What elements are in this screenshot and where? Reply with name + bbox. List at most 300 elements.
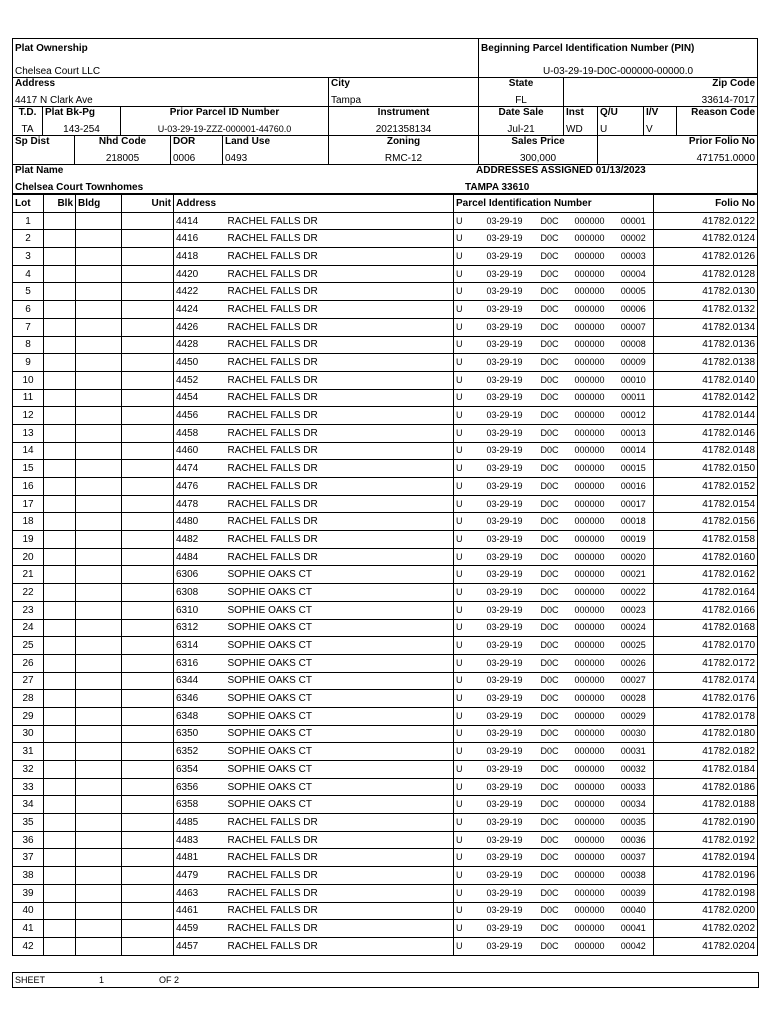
table-row — [13, 442, 758, 460]
pin-str-cell: 03-29-19 — [476, 707, 534, 725]
folio-cell: 41782.0158 — [654, 531, 758, 549]
street-cell: RACHEL FALLS DR — [226, 902, 454, 920]
blk-cell — [44, 354, 76, 372]
pin-str-cell: 03-29-19 — [476, 531, 534, 549]
folio-cell: 41782.0202 — [654, 920, 758, 938]
pin-lot-cell: 00023 — [614, 601, 654, 619]
lot-cell: 7 — [13, 318, 44, 336]
house-number-cell: 6314 — [174, 637, 226, 655]
bldg-cell — [76, 566, 122, 584]
bldg-cell — [76, 265, 122, 283]
pin-section-cell: U — [454, 265, 476, 283]
street-cell: RACHEL FALLS DR — [226, 248, 454, 266]
pin-sub-cell: D0C — [534, 460, 566, 478]
bldg-cell — [76, 601, 122, 619]
unit-cell — [122, 920, 174, 938]
blk-cell — [44, 637, 76, 655]
pin-section-cell: U — [454, 336, 476, 354]
house-number-cell: 4460 — [174, 442, 226, 460]
bldg-cell — [76, 672, 122, 690]
folio-cell: 41782.0180 — [654, 725, 758, 743]
pin-sub-cell: D0C — [534, 212, 566, 230]
unit-cell — [122, 849, 174, 867]
blk-cell — [44, 495, 76, 513]
table-row — [13, 937, 758, 955]
blk-cell — [44, 478, 76, 496]
pin-str-cell: 03-29-19 — [476, 849, 534, 867]
td-label: T.D. — [18, 107, 37, 118]
street-cell: RACHEL FALLS DR — [226, 849, 454, 867]
pin-str-cell: 03-29-19 — [476, 336, 534, 354]
pin-lot-cell: 00018 — [614, 513, 654, 531]
pin-block-cell: 000000 — [566, 407, 614, 425]
unit-cell — [122, 336, 174, 354]
folio-cell: 41782.0142 — [654, 389, 758, 407]
pin-str-cell: 03-29-19 — [476, 937, 534, 955]
table-row — [13, 831, 758, 849]
street-cell: RACHEL FALLS DR — [226, 937, 454, 955]
pin-sub-cell: D0C — [534, 336, 566, 354]
blk-cell — [44, 248, 76, 266]
plat-bkpg-label: Plat Bk-Pg — [45, 107, 96, 118]
pin-str-cell: 03-29-19 — [476, 248, 534, 266]
prior-folio-cell — [598, 136, 758, 165]
blk-cell — [44, 654, 76, 672]
pin-sub-cell: D0C — [534, 566, 566, 584]
pin-block-cell: 000000 — [566, 796, 614, 814]
pin-block-cell: 000000 — [566, 778, 614, 796]
street-cell: RACHEL FALLS DR — [226, 283, 454, 301]
pin-str-cell: 03-29-19 — [476, 354, 534, 372]
house-number-cell: 4418 — [174, 248, 226, 266]
instrument-cell — [329, 107, 479, 136]
unit-cell — [122, 761, 174, 779]
pin-section-cell: U — [454, 884, 476, 902]
folio-cell: 41782.0128 — [654, 265, 758, 283]
blk-cell — [44, 301, 76, 319]
pin-block-cell: 000000 — [566, 725, 614, 743]
street-cell: SOPHIE OAKS CT — [226, 725, 454, 743]
house-number-cell: 4422 — [174, 283, 226, 301]
pin-str-cell: 03-29-19 — [476, 654, 534, 672]
house-number-cell: 4481 — [174, 849, 226, 867]
pin-lot-cell: 00038 — [614, 867, 654, 885]
iv-value: V — [646, 124, 653, 135]
reason-cell — [644, 107, 758, 136]
pin-str-cell: 03-29-19 — [476, 389, 534, 407]
dor-value: 0006 — [173, 153, 196, 164]
pin-section-cell: U — [454, 248, 476, 266]
unit-cell — [122, 442, 174, 460]
lot-cell: 33 — [13, 778, 44, 796]
house-number-cell: 6354 — [174, 761, 226, 779]
prior-folio-label: Prior Folio No — [688, 136, 756, 147]
col-unit: Unit — [122, 195, 174, 213]
blk-cell — [44, 531, 76, 549]
bldg-cell — [76, 460, 122, 478]
pin-section-cell: U — [454, 920, 476, 938]
folio-cell: 41782.0162 — [654, 566, 758, 584]
street-cell: SOPHIE OAKS CT — [226, 601, 454, 619]
blk-cell — [44, 814, 76, 832]
blk-cell — [44, 424, 76, 442]
blk-cell — [44, 442, 76, 460]
house-number-cell: 4457 — [174, 937, 226, 955]
pin-sub-cell: D0C — [534, 407, 566, 425]
lot-cell: 25 — [13, 637, 44, 655]
pin-sub-cell: D0C — [534, 637, 566, 655]
folio-cell: 41782.0144 — [654, 407, 758, 425]
blk-cell — [44, 796, 76, 814]
pin-section-cell: U — [454, 230, 476, 248]
folio-cell: 41782.0140 — [654, 371, 758, 389]
lot-cell: 38 — [13, 867, 44, 885]
pin-str-cell: 03-29-19 — [476, 743, 534, 761]
pin-sub-cell: D0C — [534, 867, 566, 885]
pin-section-cell: U — [454, 442, 476, 460]
pin-str-cell: 03-29-19 — [476, 902, 534, 920]
table-row — [13, 584, 758, 602]
pin-lot-cell: 00026 — [614, 654, 654, 672]
plat-name-label: Plat Name — [15, 165, 64, 176]
qu-cell — [598, 107, 644, 136]
unit-cell — [122, 265, 174, 283]
street-cell: RACHEL FALLS DR — [226, 265, 454, 283]
blk-cell — [44, 566, 76, 584]
pin-section-cell: U — [454, 566, 476, 584]
bldg-cell — [76, 690, 122, 708]
folio-cell: 41782.0148 — [654, 442, 758, 460]
pin-block-cell: 000000 — [566, 761, 614, 779]
pin-lot-cell: 00024 — [614, 619, 654, 637]
bldg-cell — [76, 407, 122, 425]
pin-section-cell: U — [454, 318, 476, 336]
bldg-cell — [76, 619, 122, 637]
pin-block-cell: 000000 — [566, 495, 614, 513]
blk-cell — [44, 601, 76, 619]
reason-code-label: Reason Code — [691, 107, 756, 118]
house-number-cell: 4414 — [174, 212, 226, 230]
pin-lot-cell: 00032 — [614, 761, 654, 779]
pin-sub-cell: D0C — [534, 548, 566, 566]
house-number-cell: 4458 — [174, 424, 226, 442]
pin-lot-cell: 00011 — [614, 389, 654, 407]
street-cell: SOPHIE OAKS CT — [226, 796, 454, 814]
folio-cell: 41782.0190 — [654, 814, 758, 832]
house-number-cell: 6348 — [174, 707, 226, 725]
pin-block-cell: 000000 — [566, 478, 614, 496]
folio-cell: 41782.0186 — [654, 778, 758, 796]
pin-str-cell: 03-29-19 — [476, 495, 534, 513]
street-cell: RACHEL FALLS DR — [226, 920, 454, 938]
pin-lot-cell: 00031 — [614, 743, 654, 761]
house-number-cell: 4463 — [174, 884, 226, 902]
table-row — [13, 407, 758, 425]
blk-cell — [44, 743, 76, 761]
bldg-cell — [76, 902, 122, 920]
sales-price-value: 300,000 — [519, 153, 557, 164]
pin-lot-cell: 00004 — [614, 265, 654, 283]
folio-cell: 41782.0146 — [654, 424, 758, 442]
folio-cell: 41782.0170 — [654, 637, 758, 655]
pin-block-cell: 000000 — [566, 920, 614, 938]
table-row — [13, 371, 758, 389]
pin-block-cell: 000000 — [566, 937, 614, 955]
pin-lot-cell: 00003 — [614, 248, 654, 266]
lot-cell: 39 — [13, 884, 44, 902]
pin-str-cell: 03-29-19 — [476, 566, 534, 584]
pin-lot-cell: 00030 — [614, 725, 654, 743]
bldg-cell — [76, 849, 122, 867]
blk-cell — [44, 407, 76, 425]
unit-cell — [122, 354, 174, 372]
house-number-cell: 4482 — [174, 531, 226, 549]
house-number-cell: 6308 — [174, 584, 226, 602]
state-cell — [479, 78, 564, 107]
blk-cell — [44, 265, 76, 283]
pin-str-cell: 03-29-19 — [476, 584, 534, 602]
lot-cell: 15 — [13, 460, 44, 478]
pin-section-cell: U — [454, 460, 476, 478]
address-cell — [13, 78, 329, 107]
owner-zip: 33614-7017 — [701, 95, 756, 106]
pin-sub-cell: D0C — [534, 230, 566, 248]
house-number-cell: 6310 — [174, 601, 226, 619]
table-row — [13, 283, 758, 301]
pin-str-cell: 03-29-19 — [476, 637, 534, 655]
blk-cell — [44, 584, 76, 602]
pin-sub-cell: D0C — [534, 424, 566, 442]
bldg-cell — [76, 867, 122, 885]
table-row — [13, 849, 758, 867]
folio-cell: 41782.0168 — [654, 619, 758, 637]
unit-cell — [122, 778, 174, 796]
pin-section-cell: U — [454, 849, 476, 867]
pin-lot-cell: 00015 — [614, 460, 654, 478]
plat-document — [12, 38, 757, 956]
pin-block-cell: 000000 — [566, 619, 614, 637]
pin-str-cell: 03-29-19 — [476, 301, 534, 319]
col-folio: Folio No — [654, 195, 758, 213]
street-cell: RACHEL FALLS DR — [226, 230, 454, 248]
pin-section-cell: U — [454, 902, 476, 920]
bldg-cell — [76, 389, 122, 407]
unit-cell — [122, 937, 174, 955]
unit-cell — [122, 867, 174, 885]
pin-sub-cell: D0C — [534, 743, 566, 761]
table-row — [13, 814, 758, 832]
col-pin: Parcel Identification Number — [454, 195, 654, 213]
pin-block-cell: 000000 — [566, 884, 614, 902]
street-cell: RACHEL FALLS DR — [226, 884, 454, 902]
house-number-cell: 4450 — [174, 354, 226, 372]
pin-str-cell: 03-29-19 — [476, 371, 534, 389]
lot-cell: 3 — [13, 248, 44, 266]
unit-cell — [122, 725, 174, 743]
pin-sub-cell: D0C — [534, 442, 566, 460]
unit-cell — [122, 301, 174, 319]
pin-block-cell: 000000 — [566, 371, 614, 389]
table-row — [13, 336, 758, 354]
table-row — [13, 513, 758, 531]
pin-sub-cell: D0C — [534, 265, 566, 283]
pin-sub-cell: D0C — [534, 902, 566, 920]
blk-cell — [44, 212, 76, 230]
city-label: City — [331, 78, 350, 89]
prior-parcel-cell — [121, 107, 329, 136]
house-number-cell: 4459 — [174, 920, 226, 938]
bldg-cell — [76, 424, 122, 442]
house-number-cell: 4456 — [174, 407, 226, 425]
house-number-cell: 6312 — [174, 619, 226, 637]
pin-block-cell: 000000 — [566, 230, 614, 248]
owner-address: 4417 N Clark Ave — [15, 95, 93, 106]
lot-cell: 35 — [13, 814, 44, 832]
prior-parcel-label: Prior Parcel ID Number — [169, 107, 280, 118]
table-row — [13, 902, 758, 920]
pin-section-cell: U — [454, 548, 476, 566]
bldg-cell — [76, 761, 122, 779]
pin-block-cell: 000000 — [566, 566, 614, 584]
folio-cell: 41782.0150 — [654, 460, 758, 478]
street-cell: RACHEL FALLS DR — [226, 442, 454, 460]
pin-str-cell: 03-29-19 — [476, 814, 534, 832]
table-row — [13, 495, 758, 513]
plat-name-cell — [13, 165, 758, 194]
house-number-cell: 6306 — [174, 566, 226, 584]
street-cell: SOPHIE OAKS CT — [226, 584, 454, 602]
bldg-cell — [76, 301, 122, 319]
pin-sub-cell: D0C — [534, 495, 566, 513]
folio-cell: 41782.0136 — [654, 336, 758, 354]
lot-cell: 8 — [13, 336, 44, 354]
unit-cell — [122, 601, 174, 619]
pin-section-cell: U — [454, 654, 476, 672]
pin-sub-cell: D0C — [534, 478, 566, 496]
street-cell: RACHEL FALLS DR — [226, 495, 454, 513]
folio-cell: 41782.0184 — [654, 761, 758, 779]
house-number-cell: 4479 — [174, 867, 226, 885]
dor-cell — [171, 136, 223, 165]
folio-cell: 41782.0134 — [654, 318, 758, 336]
folio-cell: 41782.0164 — [654, 584, 758, 602]
pin-str-cell: 03-29-19 — [476, 407, 534, 425]
date-sale-value: Jul-21 — [507, 124, 535, 135]
pin-str-cell: 03-29-19 — [476, 318, 534, 336]
folio-cell: 41782.0174 — [654, 672, 758, 690]
bldg-cell — [76, 531, 122, 549]
pin-lot-cell: 00012 — [614, 407, 654, 425]
lot-cell: 29 — [13, 707, 44, 725]
unit-cell — [122, 654, 174, 672]
pin-str-cell: 03-29-19 — [476, 867, 534, 885]
folio-cell: 41782.0160 — [654, 548, 758, 566]
pin-str-cell: 03-29-19 — [476, 548, 534, 566]
blk-cell — [44, 937, 76, 955]
blk-cell — [44, 619, 76, 637]
lot-cell: 12 — [13, 407, 44, 425]
bldg-cell — [76, 283, 122, 301]
spdist-cell — [13, 136, 75, 165]
pin-section-cell: U — [454, 301, 476, 319]
pin-section-cell: U — [454, 212, 476, 230]
beginning-pin: U-03-29-19-D0C-000000-00000.0 — [542, 66, 694, 77]
bldg-cell — [76, 513, 122, 531]
pin-block-cell: 000000 — [566, 424, 614, 442]
pin-lot-cell: 00020 — [614, 548, 654, 566]
pin-section-cell: U — [454, 725, 476, 743]
pin-section-cell: U — [454, 672, 476, 690]
folio-cell: 41782.0196 — [654, 867, 758, 885]
pin-lot-cell: 00035 — [614, 814, 654, 832]
street-cell: SOPHIE OAKS CT — [226, 778, 454, 796]
qu-label: Q/U — [600, 107, 618, 118]
pin-block-cell: 000000 — [566, 743, 614, 761]
pin-sub-cell: D0C — [534, 619, 566, 637]
table-row — [13, 601, 758, 619]
unit-cell — [122, 531, 174, 549]
pin-str-cell: 03-29-19 — [476, 424, 534, 442]
pin-block-cell: 000000 — [566, 601, 614, 619]
table-row — [13, 531, 758, 549]
bldg-cell — [76, 212, 122, 230]
pin-str-cell: 03-29-19 — [476, 478, 534, 496]
bldg-cell — [76, 584, 122, 602]
unit-cell — [122, 619, 174, 637]
instrument-label: Instrument — [377, 107, 430, 118]
folio-cell: 41782.0130 — [654, 283, 758, 301]
bldg-cell — [76, 248, 122, 266]
lot-cell: 6 — [13, 301, 44, 319]
street-cell: RACHEL FALLS DR — [226, 212, 454, 230]
lot-cell: 9 — [13, 354, 44, 372]
lot-cell: 20 — [13, 548, 44, 566]
pin-sub-cell: D0C — [534, 301, 566, 319]
bldg-cell — [76, 743, 122, 761]
folio-cell: 41782.0176 — [654, 690, 758, 708]
pin-block-cell: 000000 — [566, 814, 614, 832]
house-number-cell: 4480 — [174, 513, 226, 531]
pin-sub-cell: D0C — [534, 672, 566, 690]
zoning-cell — [329, 136, 479, 165]
pin-block-cell: 000000 — [566, 389, 614, 407]
lot-cell: 22 — [13, 584, 44, 602]
blk-cell — [44, 849, 76, 867]
unit-cell — [122, 389, 174, 407]
street-cell: SOPHIE OAKS CT — [226, 637, 454, 655]
pin-lot-cell: 00006 — [614, 301, 654, 319]
house-number-cell: 4461 — [174, 902, 226, 920]
pin-str-cell: 03-29-19 — [476, 601, 534, 619]
pin-lot-cell: 00021 — [614, 566, 654, 584]
col-lot: Lot — [13, 195, 44, 213]
house-number-cell: 6316 — [174, 654, 226, 672]
blk-cell — [44, 336, 76, 354]
bldg-cell — [76, 354, 122, 372]
table-row — [13, 707, 758, 725]
parcel-table — [12, 194, 758, 956]
street-cell: RACHEL FALLS DR — [226, 301, 454, 319]
bldg-cell — [76, 831, 122, 849]
date-sale-cell — [479, 107, 564, 136]
pin-section-cell: U — [454, 389, 476, 407]
pin-lot-cell: 00005 — [614, 283, 654, 301]
bldg-cell — [76, 707, 122, 725]
owner-state: FL — [515, 95, 527, 106]
lot-cell: 2 — [13, 230, 44, 248]
pin-str-cell: 03-29-19 — [476, 513, 534, 531]
qu-value: U — [600, 124, 608, 135]
